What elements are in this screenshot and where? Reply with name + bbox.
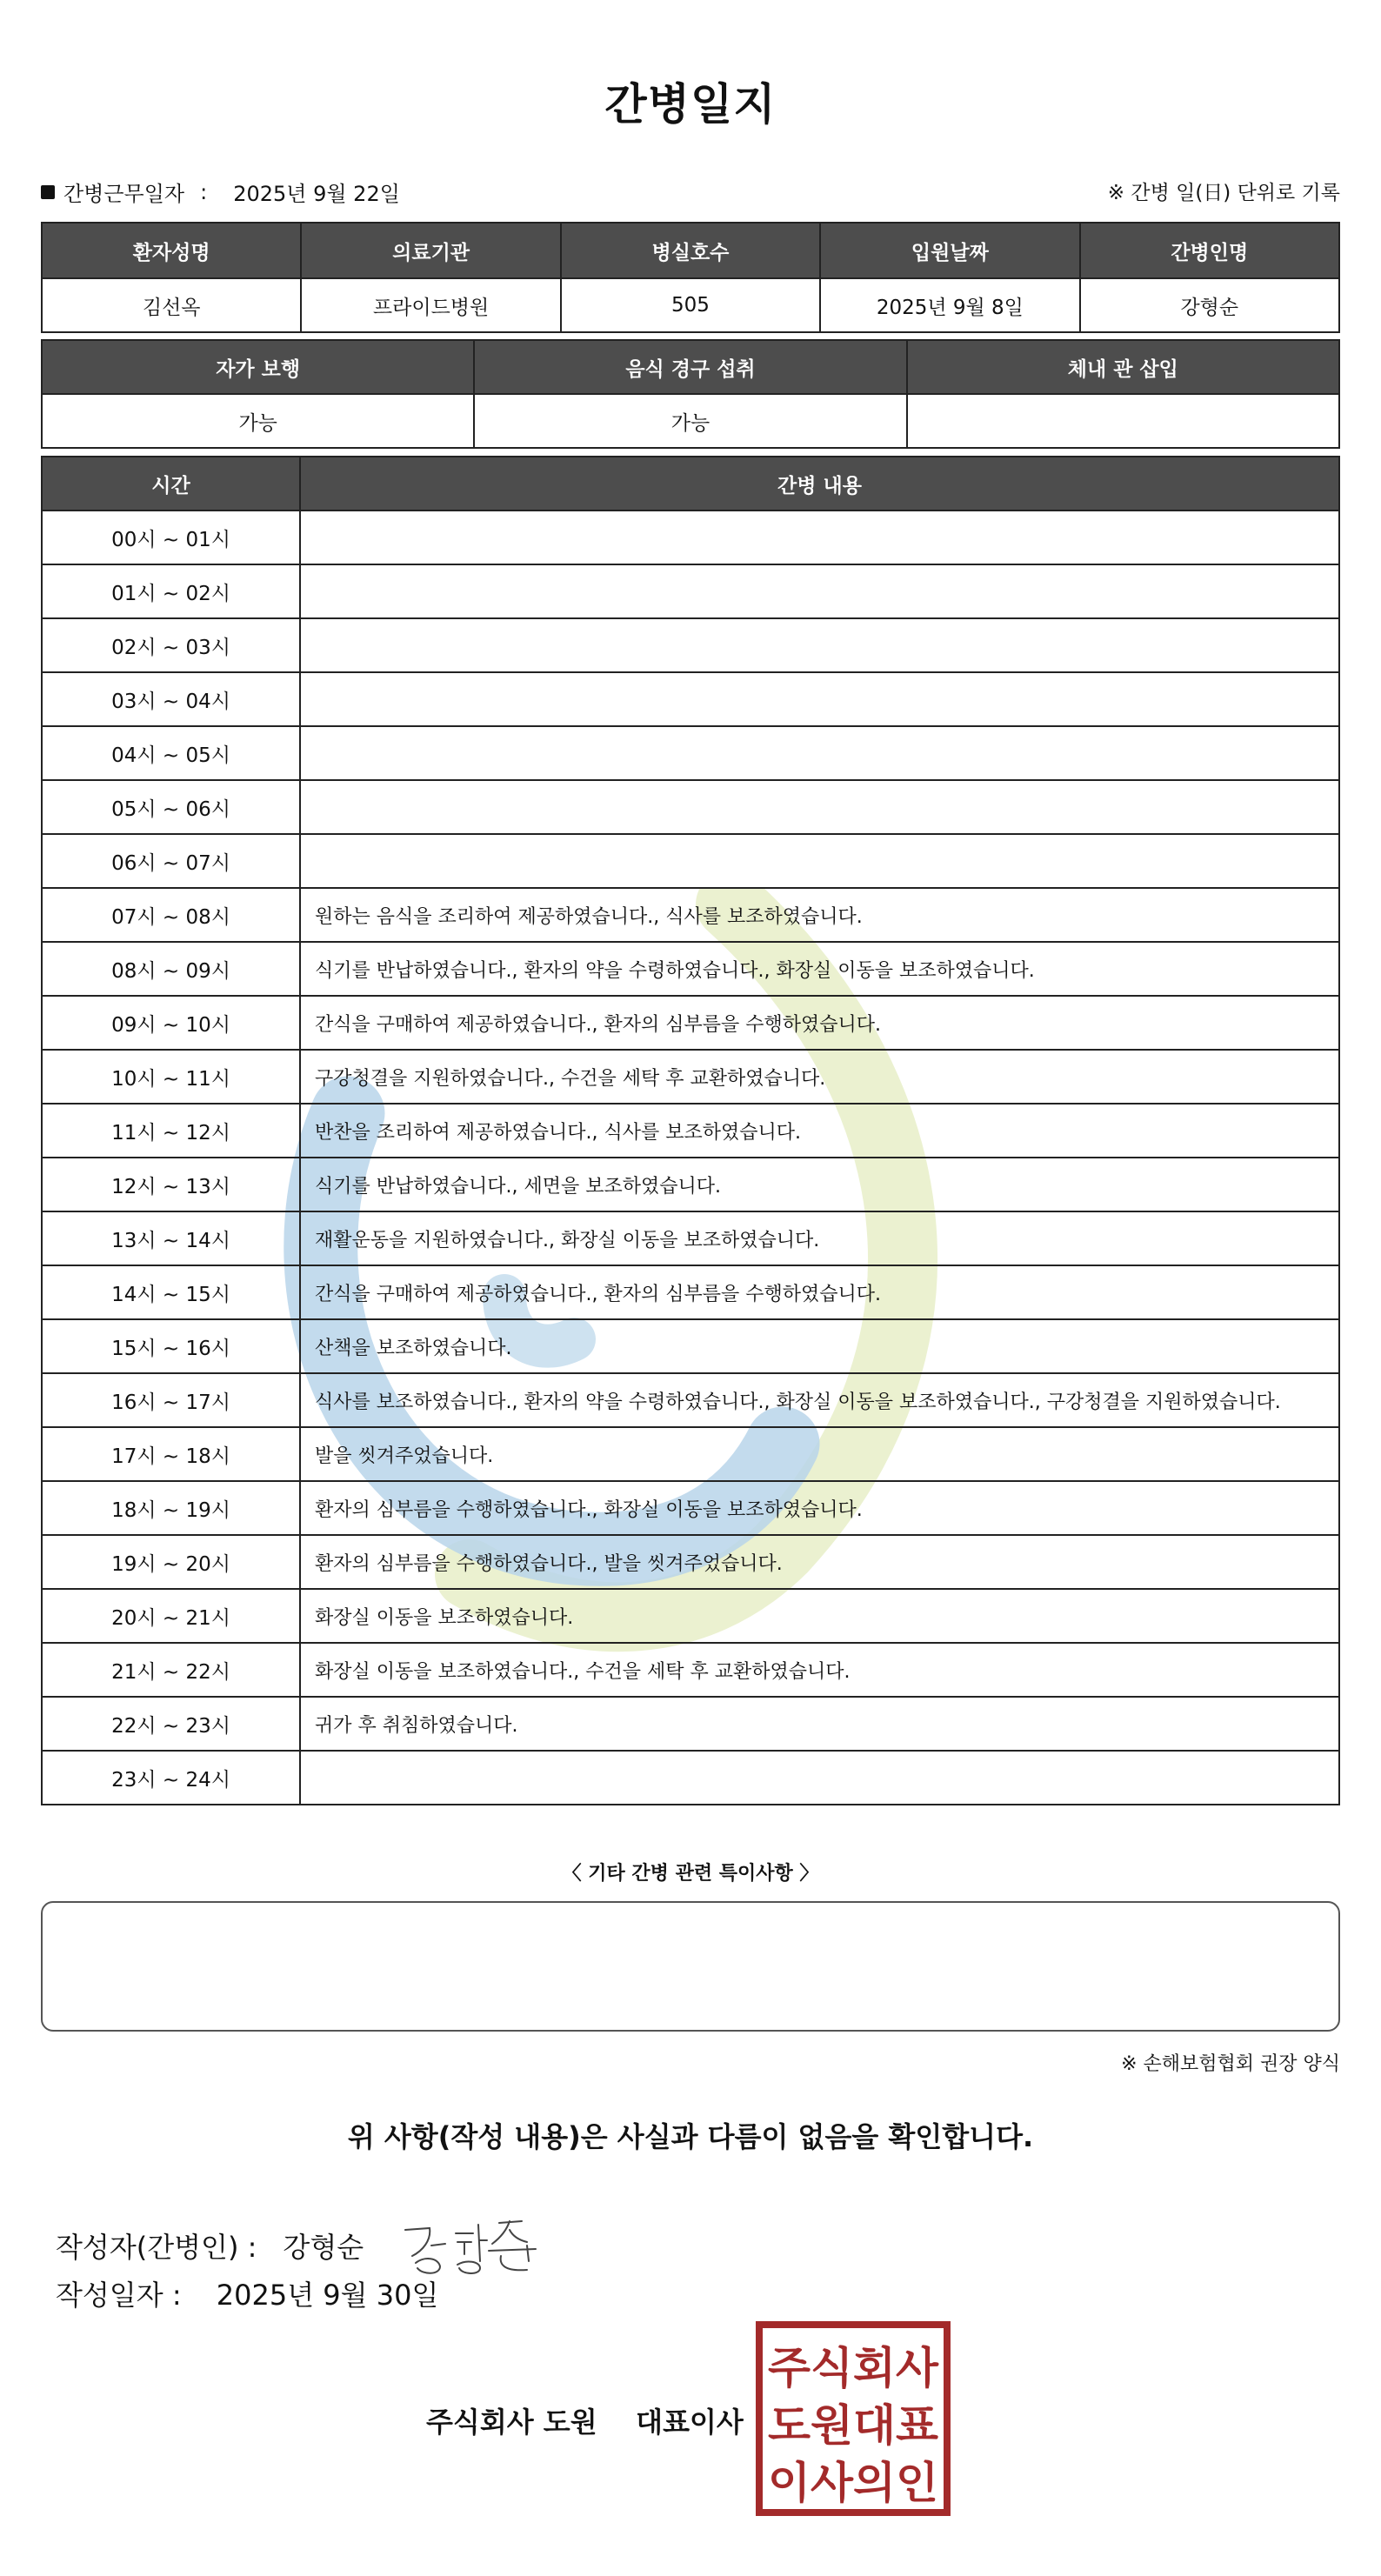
svg-text:이사의인: 이사의인 xyxy=(768,2458,938,2508)
care-content: 환자의 심부름을 수행하였습니다., 발을 씻겨주었습니다. xyxy=(300,1535,1339,1589)
special-notes-box xyxy=(41,1901,1340,2032)
table-row xyxy=(42,1373,1339,1427)
care-content: 구강청결을 지원하였습니다., 수건을 세탁 후 교환하였습니다. xyxy=(300,1050,1339,1104)
patient-status-table xyxy=(41,339,1340,449)
care-content: 식기를 반납하였습니다., 세면을 보조하였습니다. xyxy=(300,1158,1339,1211)
care-content xyxy=(300,672,1339,726)
time-slot: 11시 ~ 12시 xyxy=(42,1104,300,1158)
time-slot: 03시 ~ 04시 xyxy=(42,672,300,726)
table-row xyxy=(42,564,1339,618)
patient-info-table xyxy=(41,222,1340,333)
header-tube-insertion: 체내 관 삽입 xyxy=(907,340,1339,394)
header-caregiver-name: 간병인명 xyxy=(1080,223,1339,278)
care-content: 화장실 이동을 보조하였습니다., 수건을 세탁 후 교환하였습니다. xyxy=(300,1643,1339,1697)
writer-line xyxy=(56,2211,562,2280)
table-row xyxy=(42,726,1339,780)
table-row xyxy=(42,1481,1339,1535)
care-content xyxy=(300,780,1339,834)
care-content xyxy=(300,1751,1339,1805)
table-row xyxy=(42,834,1339,888)
written-date-value: 2025년 9월 30일 xyxy=(216,2279,439,2312)
patient-name: 김선옥 xyxy=(42,278,301,332)
oral-intake-value: 가능 xyxy=(474,394,906,448)
table-row xyxy=(42,1427,1339,1481)
care-content: 식기를 반납하였습니다., 환자의 약을 수령하였습니다., 화장실 이동을 보조하였습니다. xyxy=(300,942,1339,996)
time-slot: 20시 ~ 21시 xyxy=(42,1589,300,1643)
header-room-number: 병실호수 xyxy=(561,223,820,278)
written-date-line xyxy=(56,2273,438,2313)
table-row xyxy=(42,1158,1339,1211)
care-log-rows xyxy=(42,511,1339,1805)
care-content: 화장실 이동을 보조하였습니다. xyxy=(300,1589,1339,1643)
time-slot: 19시 ~ 20시 xyxy=(42,1535,300,1589)
time-slot: 01시 ~ 02시 xyxy=(42,564,300,618)
handwritten-signature xyxy=(397,2211,562,2280)
time-slot: 17시 ~ 18시 xyxy=(42,1427,300,1481)
company-seal-stamp xyxy=(755,2320,951,2517)
time-slot: 10시 ~ 11시 xyxy=(42,1050,300,1104)
time-slot: 16시 ~ 17시 xyxy=(42,1373,300,1427)
time-slot: 22시 ~ 23시 xyxy=(42,1697,300,1751)
time-slot: 15시 ~ 16시 xyxy=(42,1319,300,1373)
time-slot: 07시 ~ 08시 xyxy=(42,888,300,942)
admission-date: 2025년 9월 8일 xyxy=(820,278,1079,332)
time-slot: 18시 ~ 19시 xyxy=(42,1481,300,1535)
writer-name: 강형순 xyxy=(283,2231,364,2264)
time-slot: 05시 ~ 06시 xyxy=(42,780,300,834)
written-date-label: 작성일자 : xyxy=(56,2279,182,2312)
time-slot: 06시 ~ 07시 xyxy=(42,834,300,888)
work-date-colon: : xyxy=(200,179,208,204)
time-slot: 04시 ~ 05시 xyxy=(42,726,300,780)
table-row xyxy=(42,618,1339,672)
table-row xyxy=(42,511,1339,564)
header-care-content: 간병 내용 xyxy=(300,457,1339,511)
table-row xyxy=(42,888,1339,942)
time-slot: 21시 ~ 22시 xyxy=(42,1643,300,1697)
time-slot: 23시 ~ 24시 xyxy=(42,1751,300,1805)
time-slot: 08시 ~ 09시 xyxy=(42,942,300,996)
header-time: 시간 xyxy=(42,457,300,511)
header-admission-date: 입원날짜 xyxy=(820,223,1079,278)
time-slot: 00시 ~ 01시 xyxy=(42,511,300,564)
square-bullet-icon xyxy=(41,185,55,199)
writer-label: 작성자(간병인) : xyxy=(56,2231,257,2264)
table-row xyxy=(42,1643,1339,1697)
work-date-label: 간병근무일자 xyxy=(63,182,185,206)
tube-insertion-value xyxy=(907,394,1339,448)
time-slot: 12시 ~ 13시 xyxy=(42,1158,300,1211)
time-slot: 02시 ~ 03시 xyxy=(42,618,300,672)
table-row xyxy=(42,1211,1339,1265)
table-row xyxy=(42,672,1339,726)
care-content: 환자의 심부름을 수행하였습니다., 화장실 이동을 보조하였습니다. xyxy=(300,1481,1339,1535)
time-slot: 13시 ~ 14시 xyxy=(42,1211,300,1265)
room-number: 505 xyxy=(561,278,820,332)
hospital: 프라이드병원 xyxy=(301,278,560,332)
care-content xyxy=(300,511,1339,564)
care-content xyxy=(300,834,1339,888)
care-content xyxy=(300,618,1339,672)
care-content: 귀가 후 취침하였습니다. xyxy=(300,1697,1339,1751)
special-notes-title: 〈 기타 간병 관련 특이사항 〉 xyxy=(562,1863,819,1885)
work-date-line xyxy=(41,177,400,207)
care-content xyxy=(300,726,1339,780)
svg-text:주식회사: 주식회사 xyxy=(768,2343,939,2393)
company-representative: 주식회사 도원 대표이사 xyxy=(426,2406,744,2439)
table-row xyxy=(42,780,1339,834)
care-content xyxy=(300,564,1339,618)
header-hospital: 의료기관 xyxy=(301,223,560,278)
table-row xyxy=(42,1535,1339,1589)
care-content: 식사를 보조하였습니다., 환자의 약을 수령하였습니다., 화장실 이동을 보조하였습니다., 구강청결을 지원하였습니다. xyxy=(300,1373,1339,1427)
svg-text:도원대표: 도원대표 xyxy=(768,2400,939,2451)
table-row xyxy=(42,1319,1339,1373)
header-oral-intake: 음식 경구 섭취 xyxy=(474,340,906,394)
time-slot: 09시 ~ 10시 xyxy=(42,996,300,1050)
care-content: 간식을 구매하여 제공하였습니다., 환자의 심부름을 수행하였습니다. xyxy=(300,1265,1339,1319)
care-log-table xyxy=(41,456,1340,1805)
care-content: 원하는 음식을 조리하여 제공하였습니다., 식사를 보조하였습니다. xyxy=(300,888,1339,942)
time-slot: 14시 ~ 15시 xyxy=(42,1265,300,1319)
table-row xyxy=(42,942,1339,996)
table-row xyxy=(42,1751,1339,1805)
care-content: 산책을 보조하였습니다. xyxy=(300,1319,1339,1373)
table-row xyxy=(42,1589,1339,1643)
table-row xyxy=(42,1697,1339,1751)
page-title: 간병일지 xyxy=(604,79,777,130)
confirmation-statement: 위 사항(작성 내용)은 사실과 다름이 없음을 확인합니다. xyxy=(347,2120,1034,2153)
table-row xyxy=(42,1265,1339,1319)
table-row xyxy=(42,996,1339,1050)
header-self-walking: 자가 보행 xyxy=(42,340,474,394)
caregiver-name: 강형순 xyxy=(1080,278,1339,332)
work-date-value: 2025년 9월 22일 xyxy=(233,182,400,206)
table-row xyxy=(42,1050,1339,1104)
daily-record-note: ※ 간병 일(日) 단위로 기록 xyxy=(1107,182,1340,204)
care-content: 발을 씻겨주었습니다. xyxy=(300,1427,1339,1481)
table-row xyxy=(42,1104,1339,1158)
care-content: 간식을 구매하여 제공하였습니다., 환자의 심부름을 수행하였습니다. xyxy=(300,996,1339,1050)
care-content: 재활운동을 지원하였습니다., 화장실 이동을 보조하였습니다. xyxy=(300,1211,1339,1265)
form-source-note: ※ 손해보험협회 권장 양식 xyxy=(1121,2053,1340,2075)
care-content: 반찬을 조리하여 제공하였습니다., 식사를 보조하였습니다. xyxy=(300,1104,1339,1158)
self-walking-value: 가능 xyxy=(42,394,474,448)
header-patient-name: 환자성명 xyxy=(42,223,301,278)
